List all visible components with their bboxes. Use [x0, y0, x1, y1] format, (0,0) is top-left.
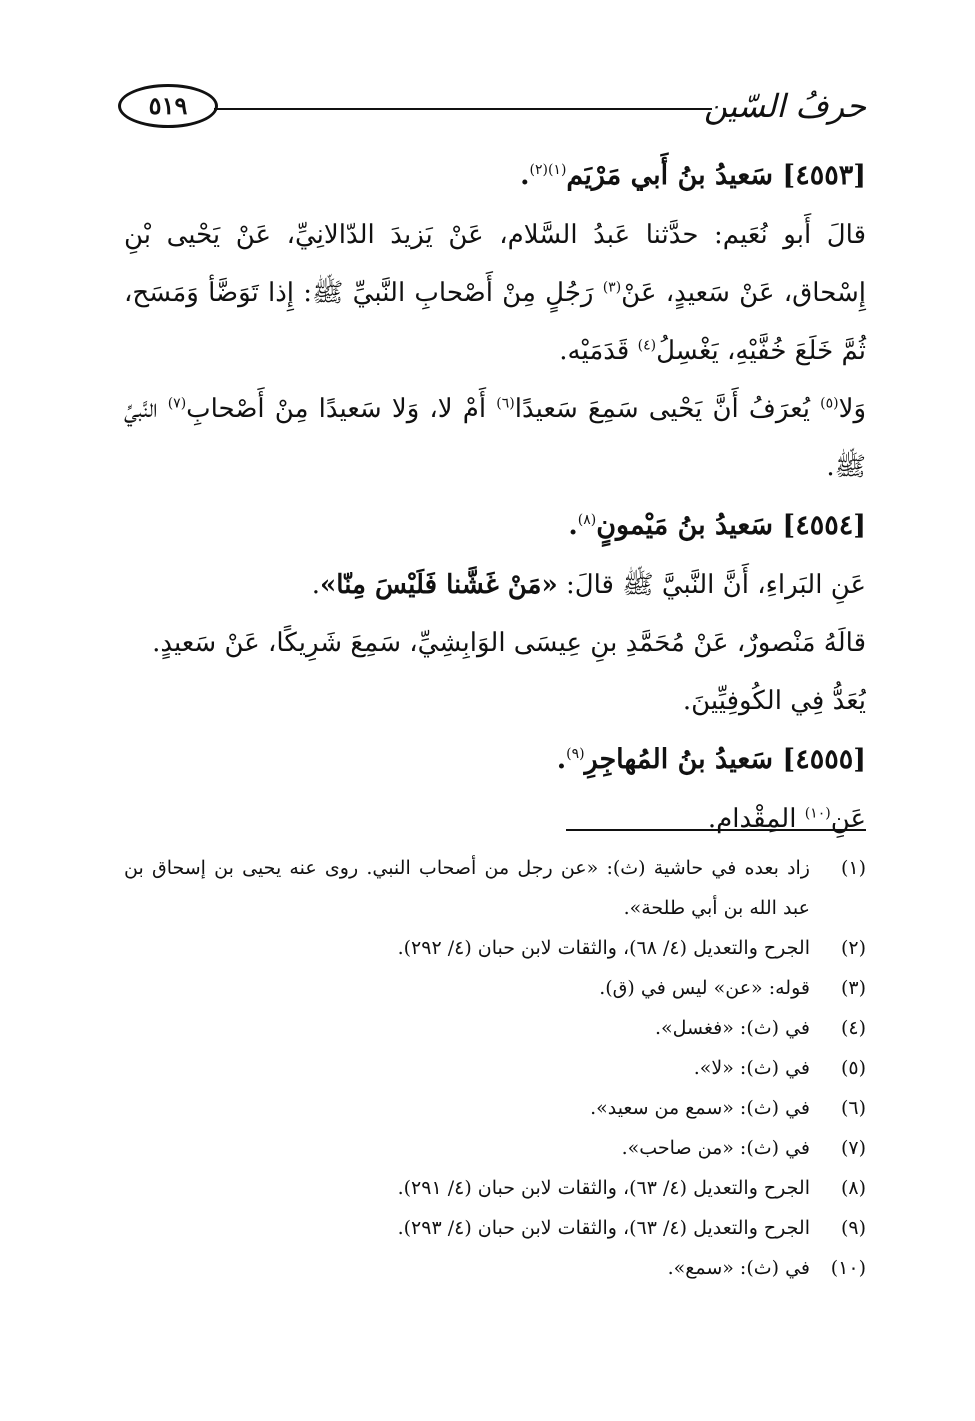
footnote-item — [124, 1048, 866, 1088]
entry-heading: [٤٥٥٣] سَعيدُ بنُ أَبي مَرْيَم$^{(١)(٢)}$. — [520, 160, 866, 191]
page-number-badge — [118, 84, 218, 128]
footnote-ref[interactable]: (٦) — [496, 395, 515, 412]
footnotes — [124, 848, 866, 1288]
running-title: حرفُ السّين — [704, 87, 866, 125]
footnote-text: في (ث): «لا». — [693, 1057, 810, 1079]
main-text — [124, 146, 866, 848]
footnote-text: زاد بعده في حاشية (ث): «عن رجل من أصحاب النبي. روى عنه يحيى بن إسحاق بن عبد الله بن أبي طلحة». — [124, 857, 810, 919]
footnote-number: (٩) — [840, 1217, 866, 1239]
footnote-text: في (ث): «سمع». — [667, 1257, 810, 1279]
footnote-item — [124, 928, 866, 968]
footnote-text: الجرح والتعديل (٤/ ٦٨)، والثقات لابن حبان (٤/ ٢٩٢). — [397, 937, 810, 959]
footnote-ref[interactable]: (٨) — [577, 512, 597, 528]
footnote-item — [124, 848, 866, 928]
footnote-number: (٣) — [840, 977, 866, 999]
footnote-ref[interactable]: (٣) — [602, 279, 622, 296]
footnote-ref[interactable]: (١٠) — [804, 805, 831, 822]
header-rule — [214, 108, 712, 110]
footnote-item — [124, 1128, 866, 1168]
footnote-item — [124, 1088, 866, 1128]
narration-line: عَنِ البَراءِ، أَنَّ النَّبيَّ ﷺ قالَ: «مَنْ غَشَّنا فَلَيْسَ مِنّا». — [311, 570, 866, 600]
footnote-ref[interactable]: (٩) — [566, 746, 585, 762]
narration-line: قالَهُ مَنْصورٌ، عَنْ مُحَمَّدِ بنِ عِيسَى الوَابِشِيِّ، سَمِعَ شَرِيكًا، عَنْ سَعيدٍ. — [152, 628, 866, 658]
footnote-text: في (ث): «فغسل». — [655, 1017, 810, 1039]
page-number: ٥١٩ — [148, 91, 188, 120]
footnote-text: الجرح والتعديل (٤/ ٦٣)، والثقات لابن حبان (٤/ ٢٩١). — [397, 1177, 810, 1199]
footnote-separator — [566, 829, 866, 831]
narration-paragraph: قالَ أَبو نُعَيم: حدَّثنا عَبدُ السَّلام، عَنْ يَزيدَ الدّالانِيِّ، عَنْ يَحْيى بْنِ إِسْحاق، عَنْ سَعيدٍ، عَنْ$^{(٣)}$ رَجُلٍ مِنْ أَصْحابِ النَّبيِّ ﷺ: إِذا تَوَضَّأ وَمَسَح، ثُمَّ خَلَعَ خُفَّيْهِ، يَغْسِلُ$^{(٤)}$ قَدَمَيْه. — [124, 220, 866, 366]
footnote-item — [124, 1248, 866, 1288]
footnote-item — [124, 968, 866, 1008]
footnote-ref[interactable]: (٧) — [167, 395, 187, 412]
footnote-text: في (ث): «من صاحب». — [621, 1137, 810, 1159]
footnote-number: (٥) — [840, 1057, 866, 1079]
narration-line: عَنِ$^{(١٠)}$ المِقْدام. — [707, 804, 866, 834]
commentary-paragraph: وَلا$^{(٥)}$ يُعرَفُ أَنَّ يَحْيى سَمِعَ سَعيدًا$^{(٦)}$ أَمْ لا، وَلا سَعيدًا مِنْ أَصْحابِ$^{(٧)}$ النَّبيِّ ﷺ. — [124, 394, 867, 482]
entry-heading: [٤٥٥٥] سَعيدُ بنُ المُهاجِرِ$^{(٩)}$. — [556, 744, 866, 775]
footnote-number: (٨) — [840, 1177, 866, 1199]
footnote-item — [124, 1208, 866, 1248]
narration-line: يُعَدُّ فِي الكُوفِيِّينَ. — [682, 686, 866, 716]
footnote-number: (٢) — [840, 937, 866, 959]
footnote-ref[interactable]: (١)(٢) — [529, 162, 567, 178]
footnote-item — [124, 1008, 866, 1048]
footnote-text: في (ث): «سمع من سعيد». — [590, 1097, 810, 1119]
footnote-number: (٧) — [840, 1137, 866, 1159]
footnote-number: (٦) — [840, 1097, 866, 1119]
footnote-text: قوله: «عن» ليس في (ق). — [599, 977, 810, 999]
footnote-ref[interactable]: (٤) — [637, 337, 657, 354]
footnote-number: (٤) — [840, 1017, 866, 1039]
footnote-item — [124, 1168, 866, 1208]
running-header — [118, 82, 866, 134]
footnote-text: الجرح والتعديل (٤/ ٦٣)، والثقات لابن حبان (٤/ ٢٩٣). — [397, 1217, 810, 1239]
footnote-number: (١٠) — [830, 1257, 866, 1279]
entry-heading: [٤٥٥٤] سَعيدُ بنُ مَيْمونٍ$^{(٨)}$. — [568, 510, 866, 541]
hadith-quote: «مَنْ غَشَّنا فَلَيْسَ مِنّا» — [320, 570, 558, 600]
footnote-ref[interactable]: (٥) — [820, 395, 839, 412]
footnote-number: (١) — [840, 857, 866, 879]
